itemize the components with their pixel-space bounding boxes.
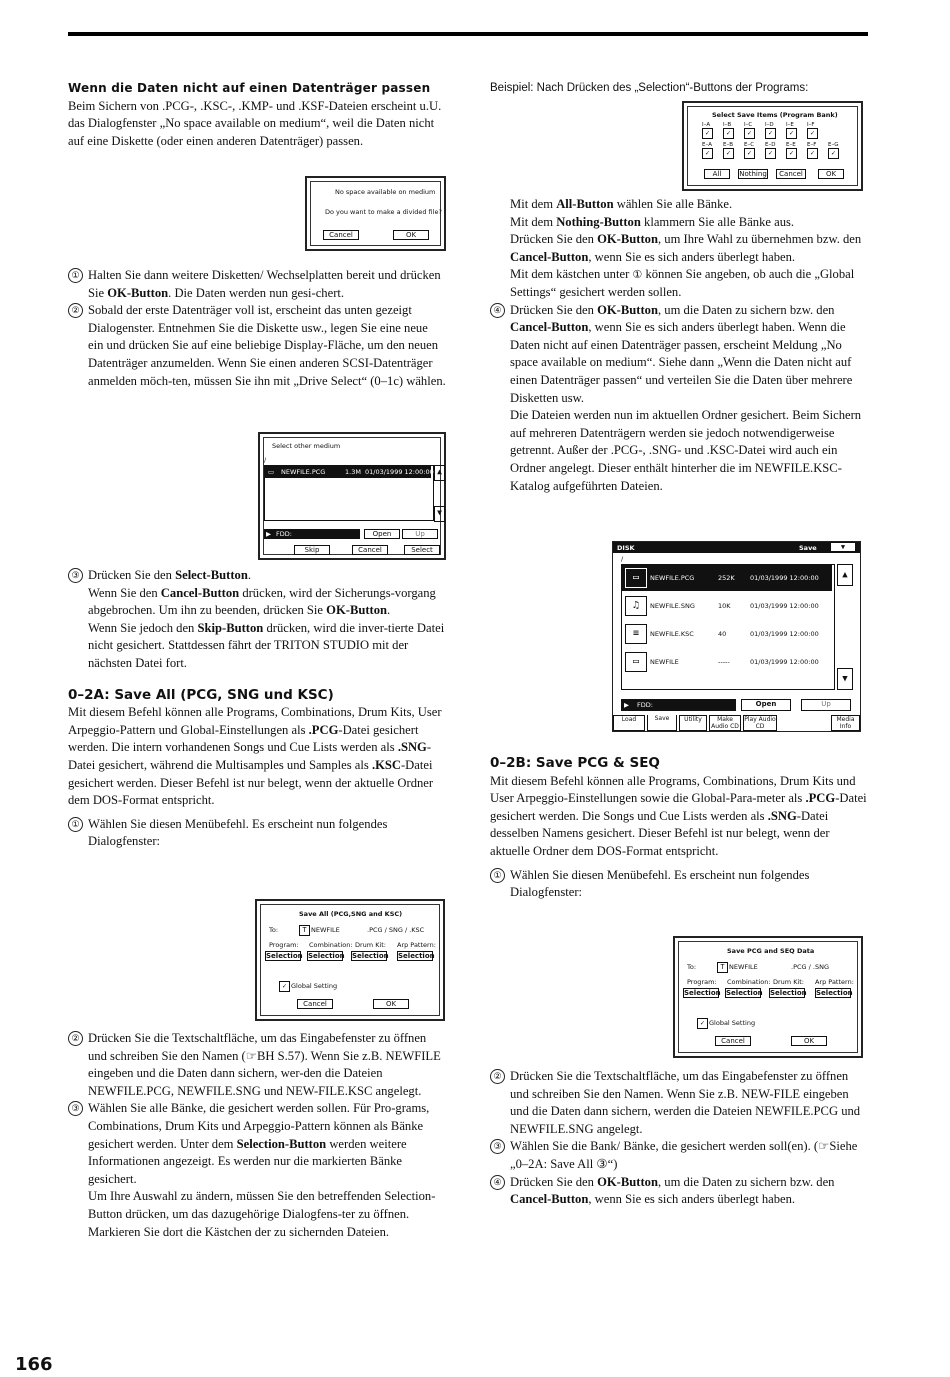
path-label: / [264, 456, 267, 464]
folder-icon: ▭ [268, 468, 275, 476]
step-b2: ② Drücken Sie die Textschaltfläche, um das Eingabefenster zu öffnen und schreiben Sie den Namen. Wenn Sie z.B. NEW-FILE eingeben und die Daten dann sichern, werden die Dateien NEWFILE.PCG und NEWFILE.SNG angelegt. [490, 1068, 868, 1138]
file-extensions: .PCG / SNG / .KSC [367, 926, 425, 934]
step-a3: ③ Wählen Sie alle Bänke, die gesichert werden sollen. Für Pro-grams, Combinations, Drum Kits und Arpeggio-Pattern können als Bänke gesichert werden. Unter dem Selection-Button werden weitere Informationen angezeigt. Es werden nur die markierten Bänke gesichert. [68, 1100, 446, 1188]
top-rule [68, 32, 868, 36]
tab-media-info[interactable]: Media Info [831, 715, 860, 731]
bank-checkbox[interactable]: ✓ [765, 148, 776, 159]
cancel-button[interactable]: Cancel [352, 545, 388, 555]
step-b1: ① Wählen Sie diesen Menübefehl. Es erscheint nun folgendes Dialogfenster: [490, 867, 868, 902]
bank-checkbox[interactable]: ✓ [786, 148, 797, 159]
file-date: 01/03/1999 12:00:00 [750, 574, 819, 582]
bank-label: I–D [765, 122, 774, 128]
tab-load[interactable]: Load [613, 715, 645, 731]
step-a4-note: Die Dateien werden nun im aktuellen Ordner gesichert. Beim Sichern auf mehreren Datenträgern werden sie jedoch notwendigerweise getrennt. Außer der .PCG-, .SNG- und .KSC-Datei wird auch ein Ordner angelegt. Dieser enthält hinterher die im NEWFILE.KSC-Katalog aufgeführten Dateien. [510, 408, 862, 493]
bank-checkbox[interactable]: ✓ [744, 148, 755, 159]
example-caption: Beispiel: Nach Drücken des „Selection“-Buttons der Programs: [490, 82, 809, 94]
dialog-title: Select other medium [272, 442, 341, 450]
dialog-title: Save All (PCG,SNG and KSC) [299, 910, 403, 918]
drive-select[interactable] [264, 529, 360, 539]
file-date: 01/03/1999 12:00:00 [750, 602, 819, 610]
drumkit-selection-button[interactable]: Selection [352, 952, 389, 960]
program-label: Program: [687, 978, 717, 986]
arp-pattern-label: Arp Pattern: [397, 941, 436, 949]
file-date: 01/03/1999 12:00:00 [365, 468, 434, 476]
dialog-message: No space available on medium [335, 188, 436, 196]
file-date: 01/03/1999 12:00:00 [750, 630, 819, 638]
scroll-up-icon[interactable]: ▲ [434, 465, 445, 481]
heading-save-all: 0–2A: Save All (PCG, SNG und KSC) [68, 686, 334, 703]
step-number: ③ [68, 568, 83, 583]
tab-save[interactable]: Save [647, 715, 677, 731]
up-button[interactable]: Up [801, 699, 851, 711]
scroll-up-icon[interactable]: ▲ [837, 564, 853, 586]
heading-save-pcg-seq: 0–2B: Save PCG & SEQ [490, 755, 660, 771]
ok-button[interactable]: OK [818, 169, 844, 179]
open-button[interactable]: Open [741, 699, 791, 711]
drumkit-label: Drum Kit: [773, 978, 805, 986]
dialog-title: Save PCG and SEQ Data [727, 947, 815, 955]
bank-label: E–A [702, 142, 712, 148]
bank-checkbox[interactable]: ✓ [807, 148, 818, 159]
file-icon: ≡ [625, 624, 647, 644]
combination-label: Combination: [309, 941, 353, 949]
step-3-cancel: Wenn Sie den Cancel-Button drücken, wird der Sicherungs-vorgang abgebrochen. Um ihn zu beenden, drücken Sie OK-Button. [88, 585, 436, 618]
bank-checkbox[interactable]: ✓ [828, 148, 839, 159]
to-label: To: [687, 963, 697, 971]
left-steps-2 [68, 567, 446, 851]
step-number: ① [68, 268, 83, 283]
file-size: 10K [718, 602, 731, 610]
file-icon: ♫ [625, 596, 647, 616]
step-b3: ③ Wählen Sie die Bank/ Bänke, die gesichert werden soll(en). (☞Siehe „0–2A: Save All ③“) [490, 1138, 868, 1173]
file-size: 1.3M [345, 468, 361, 476]
step-number: ① [490, 868, 505, 883]
step-number: ④ [490, 303, 505, 318]
file-row[interactable] [622, 593, 832, 619]
bank-label: I–E [786, 122, 794, 128]
file-size: 252K [718, 574, 735, 582]
text-edit-icon[interactable]: T [299, 925, 310, 936]
expl-nothing: Mit dem Nothing-Button klammern Sie alle Bänke aus. [510, 214, 795, 229]
nothing-button[interactable]: Nothing [739, 170, 767, 178]
play-icon: ▶ [624, 701, 629, 709]
to-label: To: [269, 926, 279, 934]
save-all-dialog [255, 899, 445, 1021]
bank-label: E–E [786, 142, 796, 148]
tab-utility[interactable]: Utility [679, 715, 707, 731]
scroll-down-icon[interactable]: ▼ [434, 506, 445, 522]
bank-label: E–C [744, 142, 755, 148]
skip-button[interactable]: Skip [294, 545, 330, 555]
path-label: / [621, 555, 624, 563]
right-block-2 [490, 755, 868, 902]
step-3-skip: Wenn Sie jedoch den Skip-Button drücken, wird die inver-tierte Datei nicht gesichert. Stattdessen fährt der TRITON STUDIO mit der nächsten Datei fort. [88, 620, 445, 670]
step-2: ② Sobald der erste Datenträger voll ist, erscheint das unten gezeigt Dialogenster. Entnehmen Sie die Diskette usw., legen Sie eine neue ein und drücken Sie auf eine beliebige Display-Fläche, um den neuen Datenträger anzumelden. Wenn Sie einen anderen SCSI-Datenträger anmelden möch-ten, müssen Sie ihn mit „Drive Select“ (0–1c) wählen. [68, 302, 446, 390]
step-a1: ① Wählen Sie diesen Menübefehl. Es erscheint nun folgendes Dialogfenster: [68, 816, 446, 851]
file-name: NEWFILE [650, 658, 679, 666]
left-column [68, 80, 446, 150]
bank-label: E–F [807, 142, 817, 148]
mode-select[interactable]: Save [799, 544, 817, 552]
global-setting-checkbox[interactable]: ✓ [279, 981, 290, 992]
cancel-button[interactable]: Cancel [776, 169, 806, 179]
drumkit-selection-button[interactable]: Selection [770, 989, 807, 997]
combination-label: Combination: [727, 978, 771, 986]
cancel-button[interactable]: Cancel [715, 1036, 751, 1046]
select-button[interactable]: Select [404, 545, 440, 555]
file-name[interactable]: NEWFILE [729, 963, 758, 971]
program-label: Program: [269, 941, 299, 949]
right-block-3 [490, 1068, 868, 1209]
arp-selection-button[interactable]: Selection [816, 989, 853, 997]
file-name: NEWFILE.KSC [650, 630, 694, 638]
bank-label: E–D [765, 142, 776, 148]
bank-label: I–A [702, 122, 711, 128]
right-block-1 [490, 196, 868, 495]
combination-selection-button[interactable]: Selection [726, 989, 763, 997]
file-name: NEWFILE.PCG [650, 574, 695, 582]
text-edit-icon[interactable]: T [717, 962, 728, 973]
left-steps-3 [68, 1030, 446, 1241]
expl-global: Mit dem kästchen unter ① können Sie angeben, ob auch die „Global Settings“ gesichert werden sollen. [510, 267, 855, 299]
global-setting-checkbox[interactable]: ✓ [697, 1018, 708, 1029]
paragraph-save-all: Mit diesem Befehl können alle Programs, Combinations, Drum Kits, User Arpeggio-Pattern und Global-Einstellungen als .PCG-Datei gesichert werden. Die intern vorhandenen Songs und Cue Lists werden als .SNG-Datei gesichert, während die Multisamples und Samples als .KSC-Datei gesichert werden. Dieser Befehl ist nur belegt, wenn der aktuelle Ordner dem DOS-Format entspricht. [68, 705, 442, 808]
page-number: 166 [15, 1354, 53, 1375]
paragraph-save-pcg-seq: Mit diesem Befehl können alle Programs, Combinations, Drum Kits und User Arpeggio-Einstellungen sowie die Global-Para-meter als .PCG-Datei gesichert werden. Die Songs und Cue Lists werden als .SNG-Datei desselben Namens gesichert. Dieser Befehl ist nur belegt, wenn der aktuelle Ordner dem DOS-Format entspricht. [490, 773, 867, 858]
no-space-dialog [305, 176, 446, 251]
file-date: 01/03/1999 12:00:00 [750, 658, 819, 666]
bank-checkbox[interactable]: ✓ [702, 148, 713, 159]
cancel-button[interactable]: Cancel [297, 999, 333, 1009]
global-setting-label: Global Setting [709, 1019, 756, 1027]
up-button[interactable]: Up [402, 529, 438, 539]
file-size: ----- [718, 658, 730, 666]
drive-label: FDD: [637, 701, 653, 709]
tab-play-audio-cd[interactable]: Play Audio CD [744, 716, 776, 730]
step-a4: ④ Drücken Sie den OK-Button, um die Daten zu sichern bzw. den Cancel-Button, wenn Sie es sich anders überlegt haben. Wenn die Daten nicht auf einen Datenträger passen, erscheint Meldung „No space available on medium“. Siehe dann „Wenn die Daten nicht auf einen Datenträger passen“ und verteilen Sie die Daten über mehrere Disketten usw. [490, 302, 868, 408]
select-save-items-dialog [682, 101, 863, 191]
disk-header [613, 542, 860, 553]
dropdown-icon[interactable]: ▼ [831, 543, 855, 551]
file-name: NEWFILE.PCG [281, 468, 326, 476]
step-number: ③ [490, 1139, 505, 1154]
file-icon: ▭ [625, 568, 647, 588]
bank-checkbox[interactable]: ✓ [765, 128, 776, 139]
file-row[interactable] [622, 565, 832, 591]
arp-selection-button[interactable]: Selection [398, 952, 435, 960]
select-other-medium-dialog [258, 432, 446, 560]
selected-file-row[interactable] [265, 466, 434, 478]
all-button[interactable]: All [704, 169, 730, 179]
global-setting-label: Global Setting [291, 982, 338, 990]
bank-label: E–B [723, 142, 733, 148]
step-1: ① Halten Sie dann weitere Disketten/ Wechselplatten bereit und drücken Sie OK-Button. Die Daten werden nun gesi-chert. [68, 267, 446, 302]
cancel-button[interactable]: Cancel [323, 230, 359, 240]
bank-checkbox[interactable]: ✓ [744, 128, 755, 139]
dialog-question: Do you want to make a divided file? [325, 208, 442, 216]
file-row[interactable] [622, 649, 832, 675]
ok-button[interactable]: OK [393, 230, 429, 240]
step-3: ③ Drücken Sie den Select-Button. [68, 567, 446, 585]
bank-checkbox[interactable]: ✓ [723, 148, 734, 159]
bank-checkbox[interactable]: ✓ [723, 128, 734, 139]
save-pcg-seq-dialog [673, 936, 863, 1058]
step-number: ② [68, 1031, 83, 1046]
bank-label: I–B [723, 122, 732, 128]
arp-pattern-label: Arp Pattern: [815, 978, 854, 986]
expl-all: Mit dem All-Button wählen Sie alle Bänke. [510, 197, 733, 211]
combination-selection-button[interactable]: Selection [308, 952, 345, 960]
bank-checkbox[interactable]: ✓ [807, 128, 818, 139]
disk-title: DISK [617, 544, 635, 552]
program-selection-button[interactable]: Selection [684, 989, 721, 997]
scroll-down-icon[interactable]: ▼ [837, 668, 853, 690]
step-number: ② [68, 303, 83, 318]
drive-label: FDD: [276, 530, 292, 538]
file-icon: ▭ [625, 652, 647, 672]
open-button[interactable]: Open [364, 529, 400, 539]
bank-label: I–C [744, 122, 753, 128]
ok-button[interactable]: OK [373, 999, 409, 1009]
bank-label: I–F [807, 122, 815, 128]
file-size: 40 [718, 630, 727, 638]
drive-select[interactable] [621, 699, 736, 711]
tab-make-audio-cd[interactable]: Make Audio CD [709, 715, 741, 731]
heading-not-enough-space: Wenn die Daten nicht auf einen Datenträger passen [68, 81, 431, 95]
step-number: ② [490, 1069, 505, 1084]
step-a3-note: Um Ihre Auswahl zu ändern, müssen Sie den betreffenden Selection-Button drücken, um das dazugehörige Dialogfens-ter zu öffnen. Markieren Sie dort die Kästchen der zu sichernden Dateien. [88, 1189, 436, 1239]
file-name: NEWFILE.SNG [650, 602, 695, 610]
ok-button[interactable]: OK [791, 1036, 827, 1046]
step-number: ③ [68, 1101, 83, 1116]
disk-save-screen [612, 541, 861, 732]
step-a2: ② Drücken Sie die Textschaltfläche, um das Eingabefenster zu öffnen und schreiben Sie den Namen (☞BH S.57). Wenn Sie z.B. NEWFILE eingeben und die Daten dann sichern, wer-den die Dateien NEWFILE.PCG, NEWFILE.SNG und NEW-FILE.KSC angelegt. [68, 1030, 446, 1100]
file-extensions: .PCG / .SNG [791, 963, 829, 971]
program-selection-button[interactable]: Selection [266, 952, 303, 960]
bank-checkbox[interactable]: ✓ [702, 128, 713, 139]
drumkit-label: Drum Kit: [355, 941, 387, 949]
step-number: ① [68, 817, 83, 832]
play-icon: ▶ [266, 530, 271, 538]
file-name[interactable]: NEWFILE [311, 926, 340, 934]
expl-ok: Drücken Sie den OK-Button, um Ihre Wahl zu übernehmen bzw. den Cancel-Button, wenn Sie es sich anders überlegt haben. [510, 232, 862, 264]
bank-checkbox[interactable]: ✓ [786, 128, 797, 139]
dialog-title: Select Save Items (Program Bank) [712, 111, 838, 119]
step-number: ④ [490, 1175, 505, 1190]
file-row[interactable] [622, 621, 832, 647]
bank-label: E–G [828, 142, 839, 148]
step-b4: ④ Drücken Sie den OK-Button, um die Daten zu sichern bzw. den Cancel-Button, wenn Sie es sich anders überlegt haben. [490, 1174, 868, 1209]
paragraph-not-enough-space: Beim Sichern von .PCG-, .KSC-, .KMP- und .KSF-Dateien erscheint u.U. das Dialogfenster „No space available on medium“, weil die Daten nicht auf eine Diskette (oder einen anderen Datenträger) passen. [68, 98, 442, 148]
left-steps-1 [68, 267, 446, 390]
